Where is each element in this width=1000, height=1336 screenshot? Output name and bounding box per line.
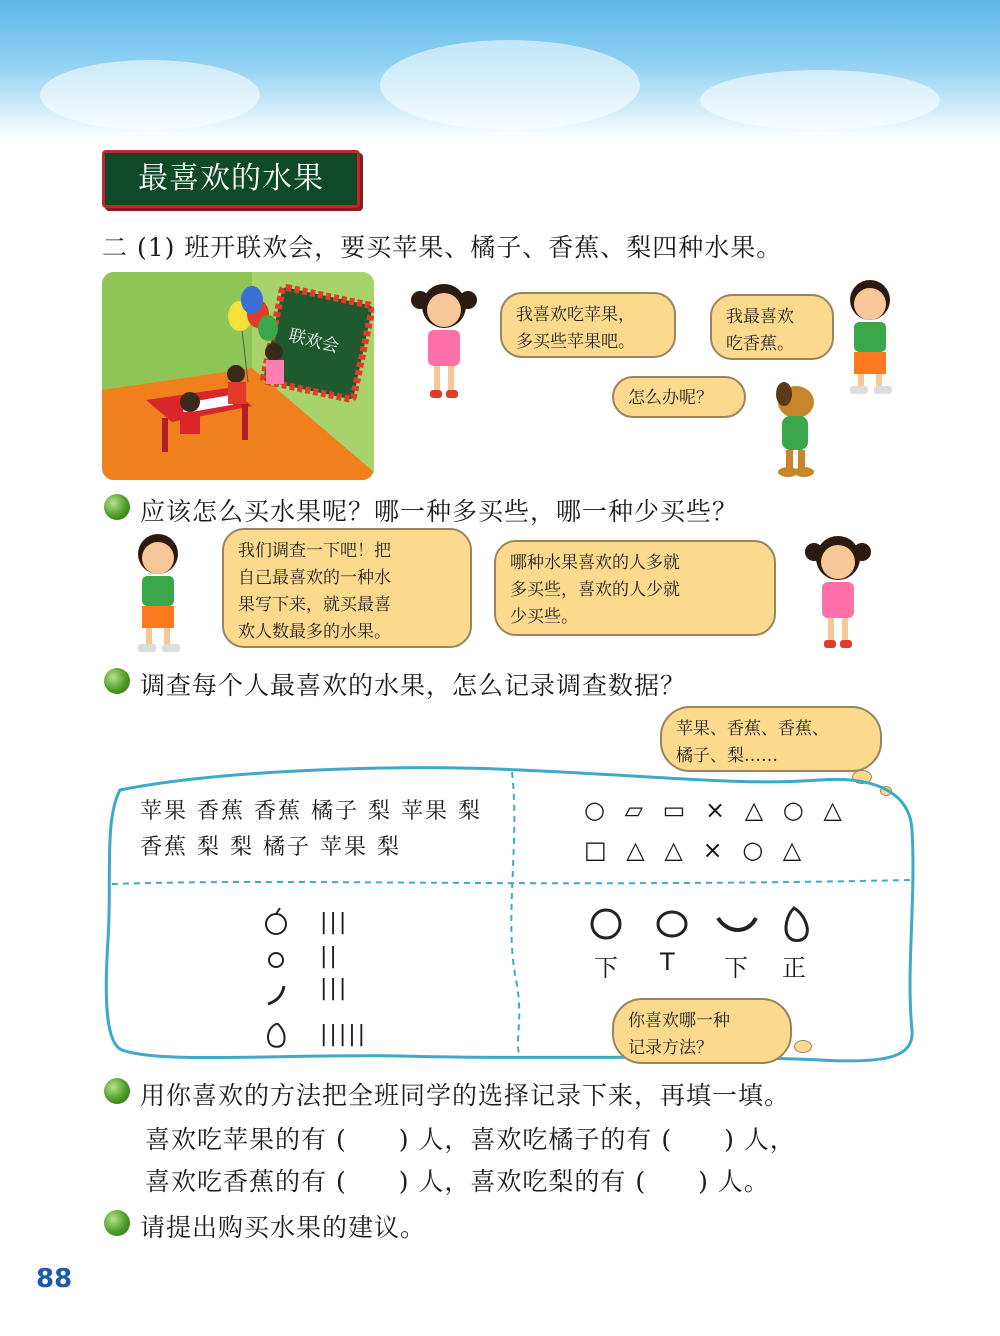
fill-in-line-1: 喜欢吃苹果的有 ( ) 人，喜欢吃橘子的有 ( ) 人， [145, 1125, 796, 1154]
zheng-banana: 下 [724, 954, 750, 982]
cloud [40, 60, 260, 130]
bubble-line: 果写下来，就买最喜 [238, 595, 391, 615]
boy-character [836, 272, 906, 396]
fill-in-line-2: 喜欢吃香蕉的有 ( ) 人，喜欢吃梨的有 ( ) 人。 [145, 1167, 770, 1196]
zheng-apple: 下 [594, 954, 620, 982]
party-scene-svg [102, 272, 374, 480]
tally-apple: ||| [320, 910, 349, 935]
orange-icon [658, 912, 686, 936]
apple-icon [592, 910, 620, 938]
bubble-line: 我最喜欢 [726, 307, 794, 327]
boy-character-mid [128, 528, 192, 658]
bubble-line: 吃香蕉。 [726, 334, 794, 354]
girl-character [404, 278, 484, 402]
bubble-line: 哪种水果喜欢的人多就 [510, 553, 680, 573]
page-number: 88 [36, 1264, 73, 1294]
symbols-row-2: □ △ △ × ○ △ [584, 836, 808, 864]
bubble-line: 你喜欢哪一种 [628, 1011, 730, 1031]
cloud [700, 70, 940, 130]
tally-pear: ||||| [320, 1022, 368, 1047]
bubble-line: 欢人数最多的水果。 [238, 622, 391, 642]
bubble-line: 橘子、梨…… [676, 746, 778, 766]
bullet-icon [104, 494, 130, 520]
bubble-line: 苹果、香蕉、香蕉、 [676, 719, 829, 739]
sky-header [0, 0, 1000, 140]
bubble-line: 我喜欢吃苹果， [516, 305, 635, 325]
speech-bubble-girl-top [500, 292, 676, 358]
bullet-icon [104, 1078, 130, 1104]
speech-bubble-girl-mid [494, 540, 776, 636]
pear-icon [786, 908, 807, 941]
tally-banana: ||| [320, 976, 349, 1001]
zheng-orange: T [660, 948, 677, 976]
question-3: 用你喜欢的方法把全班同学的选择记录下来，再填一填。 [140, 1081, 791, 1110]
bubble-line: 我们调查一下吧！把 [238, 541, 391, 561]
bubble-line: 多买些苹果吧。 [516, 332, 635, 352]
board-text: 联欢会 [286, 325, 341, 358]
party-scene-illustration [102, 272, 374, 480]
apple-icon [266, 908, 286, 934]
bubble-line: 自己最喜欢的一种水 [238, 568, 391, 588]
intro-text: 二 (1) 班开联欢会，要买苹果、橘子、香蕉、梨四种水果。 [102, 233, 783, 262]
section-title: 最喜欢的水果 [138, 161, 324, 196]
thought-bubble-bottom [612, 998, 792, 1064]
words-row-1: 苹果 香蕉 香蕉 橘子 梨 苹果 梨 [140, 799, 482, 824]
fruit-icon-row [580, 900, 820, 944]
mascot-character [760, 380, 826, 480]
speech-bubble-boy-top [710, 294, 834, 360]
bubble-line: 少买些。 [510, 607, 578, 627]
symbols-row-1: ○ ▱ ▭ × △ ○ △ [584, 796, 848, 824]
bullet-icon [104, 668, 130, 694]
banana-icon [718, 918, 756, 930]
banana-icon [268, 986, 284, 1004]
question-4: 请提出购买水果的建议。 [140, 1213, 427, 1242]
orange-icon [269, 953, 283, 967]
question-1: 应该怎么买水果呢？哪一种多买些，哪一种少买些？ [140, 497, 739, 526]
girl-character-mid [796, 530, 880, 654]
bubble-line: 多买些，喜欢的人少就 [510, 580, 680, 600]
words-row-2: 香蕉 梨 梨 橘子 苹果 梨 [140, 835, 401, 860]
fruit-icon-column [260, 906, 300, 1056]
thought-dot [794, 1040, 812, 1053]
cloud [380, 40, 640, 130]
zheng-pear: 正 [782, 954, 808, 982]
section-title-box [102, 150, 360, 208]
bubble-line: 怎么办呢？ [628, 388, 713, 408]
bubble-line: 记录方法？ [628, 1038, 713, 1058]
pear-icon [268, 1024, 285, 1047]
question-2: 调查每个人最喜欢的水果，怎么记录调查数据？ [140, 671, 687, 700]
speech-bubble-mascot [612, 376, 746, 418]
bullet-icon [104, 1210, 130, 1236]
tally-orange: || [320, 944, 339, 969]
speech-bubble-boy-mid [222, 528, 472, 648]
